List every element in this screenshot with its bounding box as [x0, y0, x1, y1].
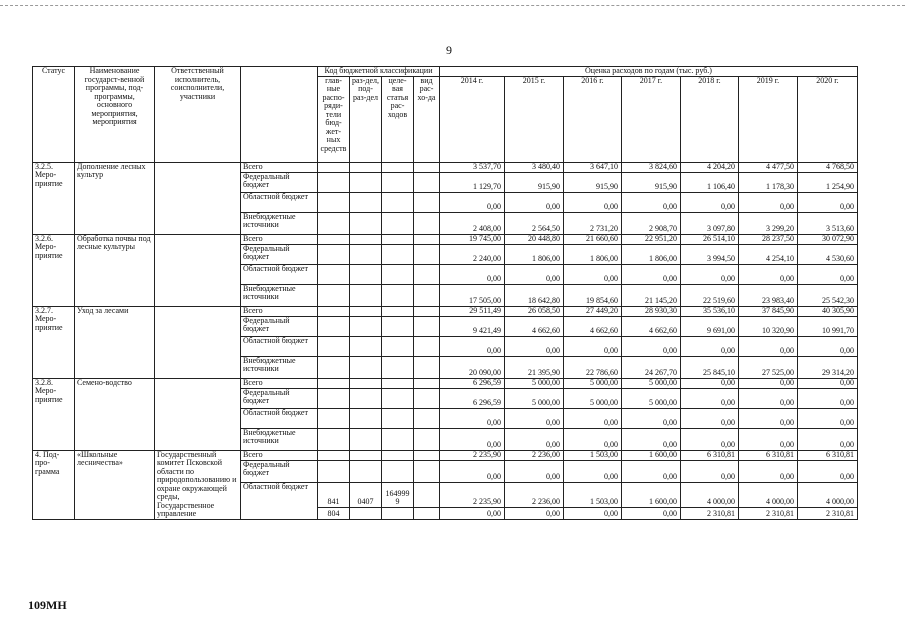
- code-grbs-cell: [318, 234, 350, 244]
- value-cell: 2 310,81: [681, 507, 739, 519]
- value-cell: 17 505,00: [440, 284, 505, 306]
- value-cell: 0,00: [798, 388, 858, 408]
- value-cell: 0,00: [681, 388, 739, 408]
- funding-source-cell: Всего: [241, 306, 318, 316]
- value-cell: 0,00: [681, 192, 739, 212]
- code-csr-cell: [382, 356, 414, 378]
- executor-cell: [155, 378, 241, 450]
- value-cell: 22 786,60: [564, 356, 622, 378]
- status-cell: 3.2.5. Меро-приятие: [33, 162, 75, 234]
- header-csr: целе-вая статья рас-ходов: [382, 76, 414, 162]
- value-cell: 29 314,20: [798, 356, 858, 378]
- value-cell: 0,00: [505, 460, 564, 482]
- value-cell: 2 235,90: [440, 482, 505, 507]
- scan-top-edge: [0, 5, 905, 6]
- code-rzpr-cell: [350, 378, 382, 388]
- value-cell: 0,00: [622, 408, 681, 428]
- code-vr-cell: [414, 244, 440, 264]
- code-csr-cell: [382, 316, 414, 336]
- table-row: [33, 162, 858, 172]
- value-cell: 2 310,81: [739, 507, 798, 519]
- value-cell: 25 845,10: [681, 356, 739, 378]
- value-cell: 0,00: [798, 408, 858, 428]
- value-cell: 0,00: [440, 264, 505, 284]
- value-cell: 1 503,00: [564, 482, 622, 507]
- code-csr-cell: [382, 264, 414, 284]
- value-cell: 27 449,20: [564, 306, 622, 316]
- status-cell: 3.2.7. Меро-приятие: [33, 306, 75, 378]
- value-cell: 18 642,80: [505, 284, 564, 306]
- value-cell: 0,00: [739, 192, 798, 212]
- value-cell: 20 448,80: [505, 234, 564, 244]
- code-csr-cell: [382, 378, 414, 388]
- value-cell: 0,00: [564, 192, 622, 212]
- value-cell: 6 296,59: [440, 378, 505, 388]
- value-cell: 19 745,00: [440, 234, 505, 244]
- header-name: Наименование государст-венной программы, под-программы, основного мероприятия, мероприятия: [75, 67, 155, 163]
- funding-source-cell: Всего: [241, 450, 318, 460]
- status-cell: 3.2.8. Меро-приятие: [33, 378, 75, 450]
- value-cell: 29 511,49: [440, 306, 505, 316]
- header-year-2017: 2017 г.: [622, 76, 681, 162]
- table-row: [33, 378, 858, 388]
- value-cell: 0,00: [739, 378, 798, 388]
- value-cell: 0,00: [505, 264, 564, 284]
- executor-cell: [155, 162, 241, 234]
- code-rzpr-cell: [350, 234, 382, 244]
- value-cell: 0,00: [681, 336, 739, 356]
- code-cell: [382, 450, 414, 460]
- code-csr-cell: [382, 284, 414, 306]
- code-csr-cell: [382, 507, 414, 519]
- value-cell: 0,00: [798, 378, 858, 388]
- value-cell: 4 662,60: [622, 316, 681, 336]
- value-cell: 3 994,50: [681, 244, 739, 264]
- header-estimate: Оценка расходов по годам (тыс. руб.): [440, 67, 858, 77]
- code-csr-cell: [382, 234, 414, 244]
- code-vr-cell: [414, 192, 440, 212]
- header-source-blank: [241, 67, 318, 163]
- value-cell: 21 145,20: [622, 284, 681, 306]
- code-grbs-cell: [318, 336, 350, 356]
- code-rzpr-cell: [350, 192, 382, 212]
- value-cell: 4 768,50: [798, 162, 858, 172]
- value-cell: 4 530,60: [798, 244, 858, 264]
- header-year-2016: 2016 г.: [564, 76, 622, 162]
- value-cell: 915,90: [505, 172, 564, 192]
- value-cell: 4 000,00: [681, 482, 739, 507]
- code-cell: [318, 460, 350, 482]
- funding-source-cell: Внебюджетные источники: [241, 284, 318, 306]
- value-cell: 1 806,00: [505, 244, 564, 264]
- code-cell: [414, 450, 440, 460]
- value-cell: 0,00: [564, 428, 622, 450]
- value-cell: 0,00: [739, 408, 798, 428]
- executor-cell: Государственный комитет Псковской области по природопользованию и охране окружающей среды, Государственное управление: [155, 450, 241, 519]
- value-cell: 30 072,90: [798, 234, 858, 244]
- value-cell: 4 662,60: [505, 316, 564, 336]
- value-cell: 2 236,00: [505, 482, 564, 507]
- value-cell: 0,00: [739, 428, 798, 450]
- value-cell: 4 000,00: [798, 482, 858, 507]
- measure-name-cell: Обработка почвы под лесные культуры: [75, 234, 155, 306]
- value-cell: 5 000,00: [622, 388, 681, 408]
- header-grbs: глав-ные распо-ряди-тели бюд-жет-ных средств: [318, 76, 350, 162]
- value-cell: 0,00: [505, 408, 564, 428]
- code-grbs-cell: 804: [318, 507, 350, 519]
- value-cell: 2 731,20: [564, 212, 622, 234]
- code-vr-cell: [414, 388, 440, 408]
- measure-name-cell: Уход за лесами: [75, 306, 155, 378]
- value-cell: 0,00: [440, 428, 505, 450]
- status-cell: 4. Под-про-грамма: [33, 450, 75, 519]
- value-cell: 0,00: [440, 336, 505, 356]
- header-rzpr: раз-дел, под-раз-дел: [350, 76, 382, 162]
- header-vr: вид рас-хо-да: [414, 76, 440, 162]
- value-cell: 0,00: [622, 428, 681, 450]
- value-cell: 1 254,90: [798, 172, 858, 192]
- code-cell: [382, 460, 414, 482]
- code-vr-cell: [414, 264, 440, 284]
- code-csr-cell: [382, 428, 414, 450]
- value-cell: 0,00: [440, 507, 505, 519]
- value-cell: 21 395,90: [505, 356, 564, 378]
- value-cell: 3 537,70: [440, 162, 505, 172]
- code-grbs-cell: [318, 378, 350, 388]
- code-rzpr-cell: [350, 212, 382, 234]
- value-cell: 2 310,81: [798, 507, 858, 519]
- funding-source-cell: Федеральный бюджет: [241, 244, 318, 264]
- value-cell: 1 806,00: [564, 244, 622, 264]
- value-cell: 2 908,70: [622, 212, 681, 234]
- value-cell: 5 000,00: [564, 378, 622, 388]
- code-rzpr-cell: [350, 284, 382, 306]
- code-csr-cell: [382, 388, 414, 408]
- value-cell: 0,00: [798, 264, 858, 284]
- code-csr-cell: [382, 244, 414, 264]
- header-year-2015: 2015 г.: [505, 76, 564, 162]
- value-cell: 915,90: [564, 172, 622, 192]
- code-csr-cell: [382, 408, 414, 428]
- value-cell: 0,00: [564, 408, 622, 428]
- value-cell: 915,90: [622, 172, 681, 192]
- value-cell: 1 106,40: [681, 172, 739, 192]
- value-cell: 0,00: [681, 428, 739, 450]
- code-csr-cell: [382, 336, 414, 356]
- header-status: Статус: [33, 67, 75, 163]
- funding-source-cell: Областной бюджет: [241, 482, 318, 519]
- funding-source-cell: Областной бюджет: [241, 192, 318, 212]
- value-cell: 4 254,10: [739, 244, 798, 264]
- code-csr-cell: 164999 9: [382, 482, 414, 507]
- header-executor: Ответственный исполнитель, соисполнители, участники: [155, 67, 241, 163]
- code-vr-cell: [414, 428, 440, 450]
- code-vr-cell: [414, 378, 440, 388]
- value-cell: 1 178,30: [739, 172, 798, 192]
- value-cell: 6 296,59: [440, 388, 505, 408]
- value-cell: 4 000,00: [739, 482, 798, 507]
- code-vr-cell: [414, 172, 440, 192]
- code-grbs-cell: [318, 316, 350, 336]
- code-rzpr-cell: [350, 316, 382, 336]
- value-cell: 0,00: [739, 460, 798, 482]
- status-cell: 3.2.6. Меро-приятие: [33, 234, 75, 306]
- code-grbs-cell: [318, 306, 350, 316]
- code-grbs-cell: [318, 356, 350, 378]
- value-cell: 5 000,00: [564, 388, 622, 408]
- value-cell: 0,00: [505, 507, 564, 519]
- value-cell: 3 513,60: [798, 212, 858, 234]
- code-grbs-cell: [318, 264, 350, 284]
- header-row-top: [33, 67, 858, 77]
- value-cell: 0,00: [739, 388, 798, 408]
- code-vr-cell: [414, 482, 440, 507]
- value-cell: 9 691,00: [681, 316, 739, 336]
- value-cell: 0,00: [622, 460, 681, 482]
- funding-source-cell: Всего: [241, 162, 318, 172]
- value-cell: 0,00: [739, 264, 798, 284]
- value-cell: 0,00: [564, 460, 622, 482]
- table-row: [33, 450, 858, 460]
- value-cell: 0,00: [440, 460, 505, 482]
- code-vr-cell: [414, 234, 440, 244]
- funding-source-cell: Внебюджетные источники: [241, 356, 318, 378]
- value-cell: 0,00: [440, 408, 505, 428]
- value-cell: 0,00: [681, 460, 739, 482]
- funding-source-cell: Внебюджетные источники: [241, 428, 318, 450]
- value-cell: 0,00: [681, 378, 739, 388]
- value-cell: 27 525,00: [739, 356, 798, 378]
- code-csr-cell: [382, 212, 414, 234]
- code-rzpr-cell: [350, 336, 382, 356]
- value-cell: 22 951,20: [622, 234, 681, 244]
- value-cell: 37 845,90: [739, 306, 798, 316]
- measure-name-cell: Семено-водство: [75, 378, 155, 450]
- value-cell: 1 600,00: [622, 450, 681, 460]
- value-cell: 3 299,20: [739, 212, 798, 234]
- value-cell: 9 421,49: [440, 316, 505, 336]
- code-vr-cell: [414, 284, 440, 306]
- value-cell: 1 129,70: [440, 172, 505, 192]
- value-cell: 26 514,10: [681, 234, 739, 244]
- header-budget-code: Код бюджетной классификации: [318, 67, 440, 77]
- value-cell: 25 542,30: [798, 284, 858, 306]
- value-cell: 5 000,00: [505, 378, 564, 388]
- funding-source-cell: Областной бюджет: [241, 336, 318, 356]
- value-cell: 0,00: [681, 264, 739, 284]
- value-cell: 40 305,90: [798, 306, 858, 316]
- code-rzpr-cell: [350, 162, 382, 172]
- funding-source-cell: Областной бюджет: [241, 264, 318, 284]
- header-year-2014: 2014 г.: [440, 76, 505, 162]
- value-cell: 0,00: [622, 507, 681, 519]
- value-cell: 24 267,70: [622, 356, 681, 378]
- value-cell: 2 240,00: [440, 244, 505, 264]
- value-cell: 0,00: [505, 192, 564, 212]
- value-cell: 22 519,60: [681, 284, 739, 306]
- code-grbs-cell: [318, 244, 350, 264]
- value-cell: 19 854,60: [564, 284, 622, 306]
- value-cell: 20 090,00: [440, 356, 505, 378]
- value-cell: 0,00: [798, 460, 858, 482]
- code-csr-cell: [382, 162, 414, 172]
- code-vr-cell: [414, 356, 440, 378]
- code-grbs-cell: [318, 284, 350, 306]
- code-csr-cell: [382, 172, 414, 192]
- value-cell: 0,00: [564, 336, 622, 356]
- value-cell: 6 310,81: [681, 450, 739, 460]
- value-cell: 21 660,60: [564, 234, 622, 244]
- funding-source-cell: Федеральный бюджет: [241, 460, 318, 482]
- executor-cell: [155, 234, 241, 306]
- value-cell: 26 058,50: [505, 306, 564, 316]
- code-rzpr-cell: [350, 306, 382, 316]
- value-cell: 5 000,00: [622, 378, 681, 388]
- value-cell: 3 480,40: [505, 162, 564, 172]
- value-cell: 23 983,40: [739, 284, 798, 306]
- funding-source-cell: Внебюджетные источники: [241, 212, 318, 234]
- code-vr-cell: [414, 306, 440, 316]
- value-cell: 0,00: [440, 192, 505, 212]
- code-vr-cell: [414, 212, 440, 234]
- value-cell: 4 477,50: [739, 162, 798, 172]
- value-cell: 1 503,00: [564, 450, 622, 460]
- funding-source-cell: Всего: [241, 234, 318, 244]
- value-cell: 0,00: [564, 264, 622, 284]
- value-cell: 0,00: [622, 264, 681, 284]
- value-cell: 0,00: [739, 336, 798, 356]
- funding-source-cell: Федеральный бюджет: [241, 388, 318, 408]
- funding-source-cell: Федеральный бюджет: [241, 172, 318, 192]
- code-csr-cell: [382, 192, 414, 212]
- code-vr-cell: [414, 408, 440, 428]
- value-cell: 10 320,90: [739, 316, 798, 336]
- code-rzpr-cell: [350, 428, 382, 450]
- code-cell: [414, 460, 440, 482]
- value-cell: 3 647,10: [564, 162, 622, 172]
- funding-source-cell: Всего: [241, 378, 318, 388]
- value-cell: 0,00: [798, 336, 858, 356]
- header-year-2020: 2020 г.: [798, 76, 858, 162]
- code-rzpr-cell: [350, 408, 382, 428]
- value-cell: 2 564,50: [505, 212, 564, 234]
- page-number: 9: [446, 43, 452, 57]
- value-cell: 1 600,00: [622, 482, 681, 507]
- table-row: [33, 234, 858, 244]
- value-cell: 0,00: [798, 192, 858, 212]
- code-grbs-cell: [318, 192, 350, 212]
- value-cell: 6 310,81: [739, 450, 798, 460]
- value-cell: 6 310,81: [798, 450, 858, 460]
- value-cell: 0,00: [622, 336, 681, 356]
- value-cell: 2 236,00: [505, 450, 564, 460]
- code-rzpr-cell: [350, 172, 382, 192]
- code-rzpr-cell: [350, 244, 382, 264]
- budget-table-wrapper: [32, 66, 858, 520]
- code-rzpr-cell: [350, 264, 382, 284]
- footer-code: 109МН: [28, 598, 67, 612]
- value-cell: 0,00: [622, 192, 681, 212]
- code-vr-cell: [414, 507, 440, 519]
- code-vr-cell: [414, 316, 440, 336]
- code-rzpr-cell: [350, 388, 382, 408]
- code-grbs-cell: [318, 212, 350, 234]
- code-grbs-cell: 841: [318, 482, 350, 507]
- funding-source-cell: Областной бюджет: [241, 408, 318, 428]
- value-cell: 2 408,00: [440, 212, 505, 234]
- table-row: [33, 306, 858, 316]
- code-cell: [318, 450, 350, 460]
- code-cell: [350, 460, 382, 482]
- budget-table: [32, 66, 858, 520]
- value-cell: 3 097,80: [681, 212, 739, 234]
- code-csr-cell: [382, 306, 414, 316]
- code-rzpr-cell: [350, 356, 382, 378]
- value-cell: 10 991,70: [798, 316, 858, 336]
- header-year-2019: 2019 г.: [739, 76, 798, 162]
- value-cell: 4 204,20: [681, 162, 739, 172]
- code-cell: [350, 450, 382, 460]
- value-cell: 4 662,60: [564, 316, 622, 336]
- value-cell: 0,00: [505, 336, 564, 356]
- code-grbs-cell: [318, 388, 350, 408]
- code-grbs-cell: [318, 428, 350, 450]
- measure-name-cell: Дополнение лесных культур: [75, 162, 155, 234]
- funding-source-cell: Федеральный бюджет: [241, 316, 318, 336]
- code-grbs-cell: [318, 162, 350, 172]
- code-grbs-cell: [318, 172, 350, 192]
- code-rzpr-cell: [350, 507, 382, 519]
- code-rzpr-cell: 0407: [350, 482, 382, 507]
- value-cell: 1 806,00: [622, 244, 681, 264]
- value-cell: 3 824,60: [622, 162, 681, 172]
- code-grbs-cell: [318, 408, 350, 428]
- subprogram-name-cell: «Школьные лесничества»: [75, 450, 155, 519]
- executor-cell: [155, 306, 241, 378]
- value-cell: 0,00: [681, 408, 739, 428]
- value-cell: 35 536,10: [681, 306, 739, 316]
- value-cell: 28 930,30: [622, 306, 681, 316]
- value-cell: 0,00: [798, 428, 858, 450]
- value-cell: 2 235,90: [440, 450, 505, 460]
- value-cell: 0,00: [505, 428, 564, 450]
- code-vr-cell: [414, 162, 440, 172]
- header-year-2018: 2018 г.: [681, 76, 739, 162]
- code-vr-cell: [414, 336, 440, 356]
- value-cell: 0,00: [564, 507, 622, 519]
- value-cell: 5 000,00: [505, 388, 564, 408]
- value-cell: 28 237,50: [739, 234, 798, 244]
